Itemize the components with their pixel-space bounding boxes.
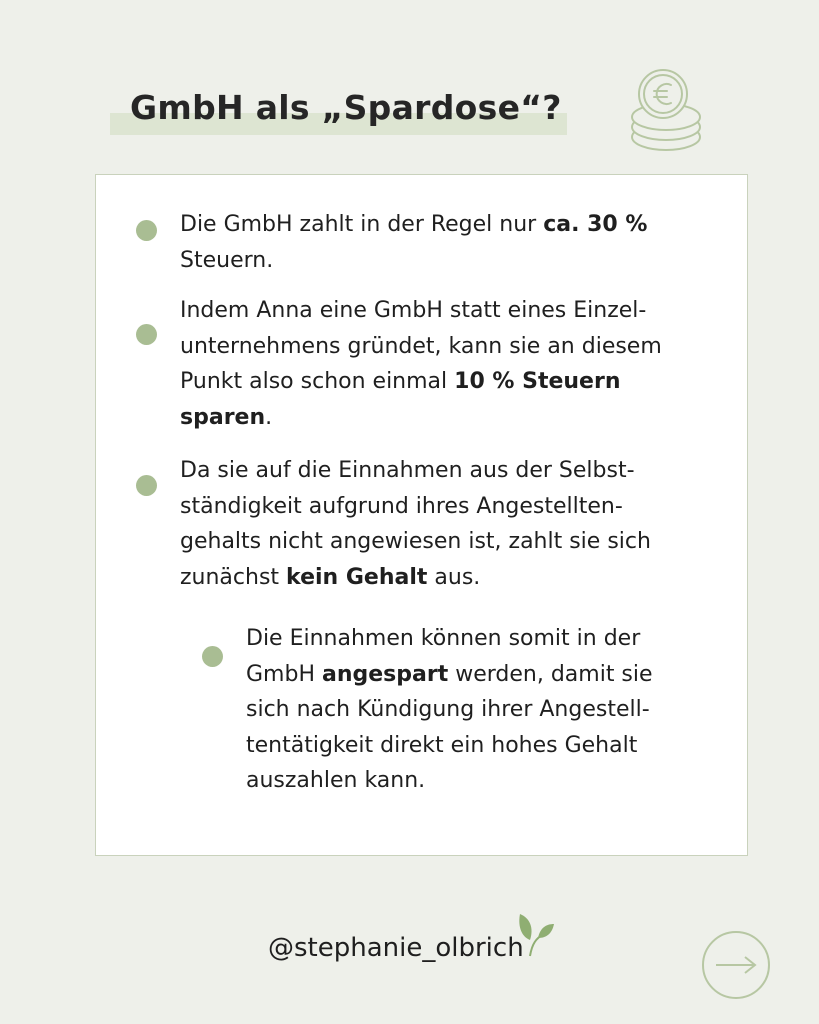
bullet-text-1 xyxy=(180,207,720,278)
text-segment: sich nach Kündigung ihrer Angestell- xyxy=(246,697,650,722)
bold-text: 10 % Steuern xyxy=(454,369,621,394)
author-handle: @stephanie_olbrich xyxy=(268,933,524,963)
text-segment: werden, damit sie xyxy=(448,661,653,687)
bullet-text-2 xyxy=(180,293,720,435)
bold-text: ca. 30 % xyxy=(543,212,648,237)
text-segment: . xyxy=(265,404,273,430)
content-card xyxy=(95,174,748,856)
text-segment: GmbH xyxy=(246,661,322,687)
leaf-icon xyxy=(516,910,556,962)
bold-text: kein Gehalt xyxy=(286,564,428,590)
bullet-dot xyxy=(136,220,157,241)
text-segment: Indem Anna eine GmbH statt eines Einzel- xyxy=(180,298,647,323)
text-segment: Punkt also schon einmal xyxy=(180,369,455,394)
next-button[interactable] xyxy=(702,931,770,999)
text-segment: Die Einnahmen können somit in der xyxy=(246,626,641,651)
text-segment: aus. xyxy=(427,564,481,590)
text-segment: Die GmbH zahlt in der Regel nur xyxy=(180,212,544,237)
page-title: GmbH als „Spardose“? xyxy=(130,88,562,127)
bullet-text-4 xyxy=(246,621,716,799)
bullet-dot xyxy=(136,324,157,345)
bullet-dot xyxy=(202,646,223,667)
text-segment: gehalts nicht angewiesen ist, zahlt sie sich xyxy=(180,529,651,554)
text-segment: zunächst xyxy=(180,564,287,590)
text-segment: unternehmens gründet, kann sie an diesem xyxy=(180,333,662,359)
bold-text: angespart xyxy=(321,661,449,687)
text-segment: tentätigkeit direkt ein hohes Gehalt xyxy=(246,732,638,758)
text-segment: Da sie auf die Einnahmen aus der Selbst- xyxy=(180,458,635,483)
bullet-dot xyxy=(136,475,157,496)
bold-text: sparen xyxy=(180,404,266,430)
euro-coins-icon xyxy=(626,66,706,160)
bullet-text-3 xyxy=(180,453,720,595)
arrow-right-icon xyxy=(714,955,758,975)
text-segment: auszahlen kann. xyxy=(246,768,426,793)
text-segment: Steuern. xyxy=(180,247,274,273)
text-segment: ständigkeit aufgrund ihres Angestellten- xyxy=(180,493,623,519)
